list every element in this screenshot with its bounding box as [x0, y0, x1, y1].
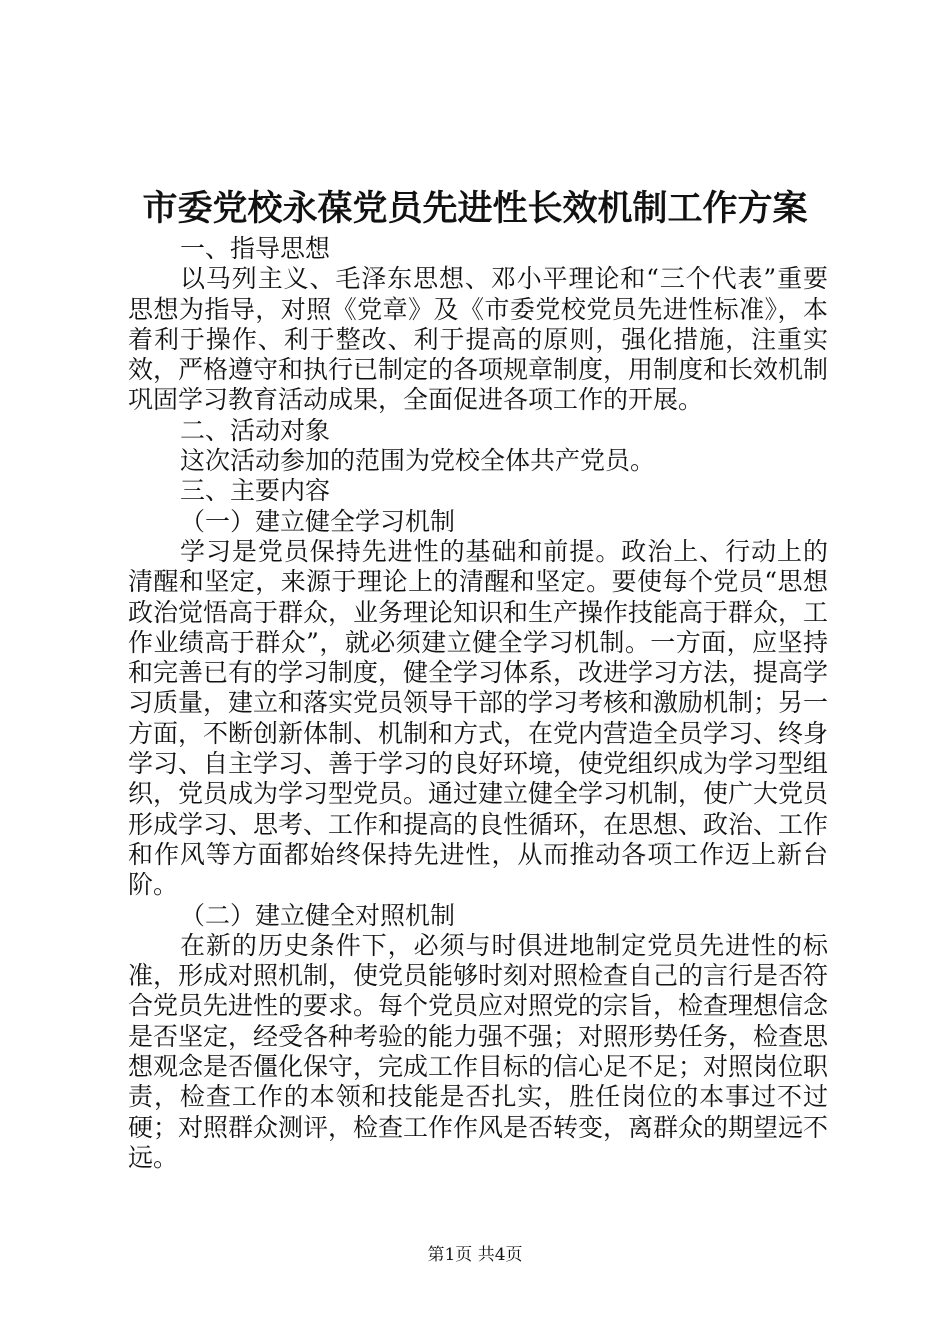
- subsection-heading-study-mechanism: （一）建立健全学习机制: [180, 506, 456, 536]
- paragraph-study-mechanism: 学习是党员保持先进性的基础和前提。政治上、行动上的清醒和坚定，来源于理论上的清醒和坚定。要使每个党员“思想政治觉悟高于群众，业务理论知识和生产操作技能高于群众，工作业绩高于群众”，就必须建立健全学习机制。一方面，应坚持和完善已有的学习制度，健全学习体系，改进学习方法，提高学习质量，建立和落实党员领导干部的学习考核和激励机制；另一方面，不断创新体制、机制和方式，在党内营造全员学习、终身学习、自主学习、善于学习的良好环境，使党组织成为学习型组织，党员成为学习型党员。通过建立健全学习机制，使广大党员形成学习、思考、工作和提高的良性循环，在思想、政治、工作和作风等方面都始终保持先进性，从而推动各项工作迈上新台阶。: [128, 536, 829, 900]
- section-heading-guiding-ideology: 一、指导思想: [180, 234, 331, 263]
- paragraph-comparison-mechanism: 在新的历史条件下，必须与时俱进地制定党员先进性的标准，形成对照机制，使党员能够时刻对照检查自己的言行是否符合党员先进性的要求。每个党员应对照党的宗旨，检查理想信念是否坚定，经受各种考验的能力强不强；对照形势任务，检查思想观念是否僵化保守，完成工作目标的信心足不足；对照岗位职责，检查工作的本领和技能是否扎实，胜任岗位的本事过不过硬；对照群众测评，检查工作作风是否转变，离群众的期望远不远。: [128, 930, 829, 1172]
- paragraph-activity-target: 这次活动参加的范围为党校全体共产党员。: [180, 446, 656, 476]
- section-heading-activity-target: 二、活动对象: [180, 415, 331, 445]
- paragraph-guiding-ideology: 以马列主义、毛泽东思想、邓小平理论和“三个代表”重要思想为指导，对照《党章》及《市委党校党员先进性标准》，本着利于操作、利于整改、利于提高的原则，强化措施，注重实效，严格遵守和执行已制定的各项规章制度，用制度和长效机制巩固学习教育活动成果，全面促进各项工作的开展。: [128, 264, 829, 415]
- page-footer: 第1页 共4页: [427, 1245, 523, 1265]
- document-title: 市委党校永葆党员先进性长效机制工作方案: [142, 188, 808, 229]
- section-heading-main-content: 三、主要内容: [180, 476, 331, 506]
- document-body: [128, 234, 828, 1173]
- subsection-heading-comparison-mechanism: （二）建立健全对照机制: [180, 900, 456, 930]
